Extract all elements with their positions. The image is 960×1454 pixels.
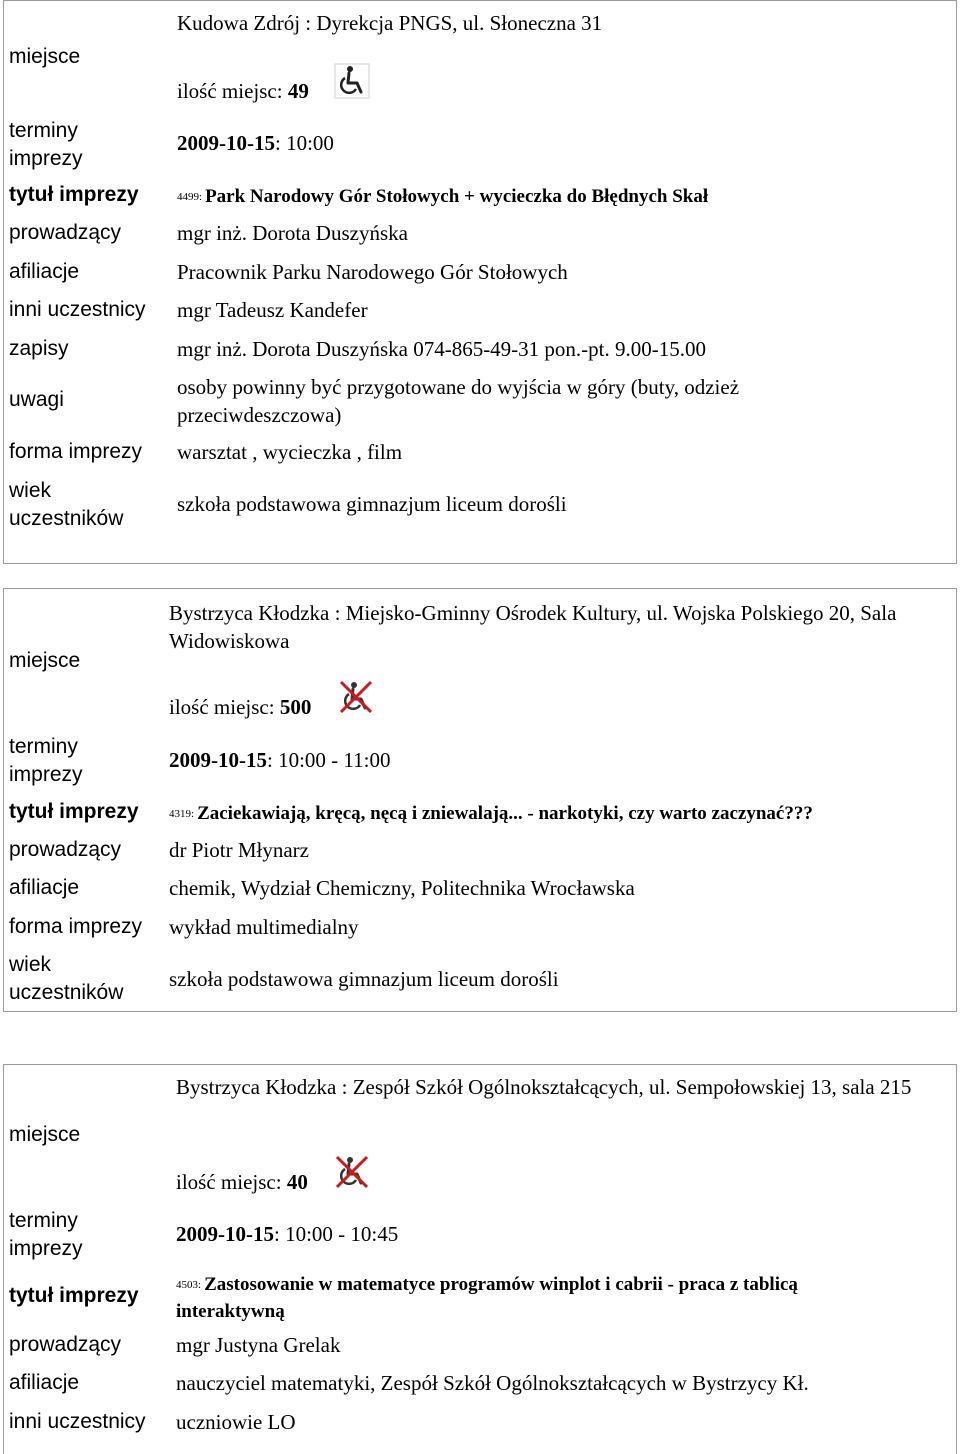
event-title-row bbox=[177, 181, 708, 211]
label-zapisy: zapisy bbox=[9, 337, 69, 360]
seats-label: ilość miejsc: bbox=[177, 79, 288, 103]
event-place: Bystrzyca Kłodzka : Miejsko-Gminny Ośrodek Kultury, ul. Wojska Polskiego 20, Sala Widowiskowa bbox=[169, 601, 897, 653]
event-leader: mgr Justyna Grelak bbox=[176, 1333, 341, 1357]
label-afiliacje: afiliacje bbox=[9, 876, 80, 899]
label-prowadzacy: prowadzący bbox=[9, 1333, 122, 1356]
event-date-value: 2009-10-15 bbox=[169, 748, 267, 772]
event-affiliation: nauczyciel matematyki, Zespół Szkół Ogólnokształcących w Bystrzycy Kł. bbox=[176, 1371, 809, 1395]
event-leader: dr Piotr Młynarz bbox=[169, 838, 309, 862]
label-terminy: terminy imprezy bbox=[9, 1209, 83, 1260]
label-miejsce: miejsce bbox=[9, 45, 81, 68]
seats-value: 40 bbox=[286, 1170, 308, 1194]
event-registration: mgr inż. Dorota Duszyńska 074-865-49-31 pon.-pt. 9.00-15.00 bbox=[177, 337, 706, 361]
event-date-value: 2009-10-15 bbox=[177, 131, 275, 155]
seats-label: ilość miejsc: bbox=[169, 695, 280, 719]
label-uwagi: uwagi bbox=[9, 388, 64, 411]
label-miejsce: miejsce bbox=[9, 649, 81, 672]
event-other-participants: mgr Tadeusz Kandefer bbox=[177, 298, 368, 322]
event-leader: mgr inż. Dorota Duszyńska bbox=[177, 221, 408, 245]
event-title: Park Narodowy Gór Stołowych + wycieczka do Błędnych Skał bbox=[205, 186, 709, 207]
event-card-3 bbox=[3, 1064, 957, 1454]
label-afiliacje: afiliacje bbox=[9, 1371, 80, 1394]
label-forma: forma imprezy bbox=[9, 915, 143, 938]
event-other-participants: uczniowie LO bbox=[176, 1410, 296, 1434]
label-tytul: tytuł imprezy bbox=[9, 800, 139, 823]
label-wiek: wiek uczestników bbox=[9, 953, 124, 1004]
event-date bbox=[177, 129, 334, 157]
label-tytul: tytuł imprezy bbox=[9, 1284, 139, 1307]
label-wiek: wiek uczestników bbox=[9, 479, 124, 530]
event-time: : 10:00 - 11:00 bbox=[267, 748, 391, 772]
seats-count bbox=[177, 77, 309, 105]
seats-label: ilość miejsc: bbox=[176, 1170, 287, 1194]
event-number: 4503: bbox=[176, 1278, 202, 1291]
event-card-2 bbox=[3, 588, 957, 1012]
wheelchair-accessible-icon bbox=[334, 63, 370, 99]
event-form: wykład multimedialny bbox=[169, 915, 359, 939]
event-title: Zaciekawiają, kręcą, nęcą i zniewalają... - narkotyki, czy warto zaczynać??? bbox=[197, 803, 813, 824]
wheelchair-not-accessible-icon bbox=[338, 679, 374, 715]
event-remarks: osoby powinny być przygotowane do wyjścia w góry (buty, odzież przeciwdeszczowa) bbox=[177, 375, 740, 427]
event-affiliation: Pracownik Parku Narodowego Gór Stołowych bbox=[177, 260, 568, 284]
event-affiliation: chemik, Wydział Chemiczny, Politechnika Wrocławska bbox=[169, 876, 635, 900]
event-number: 4499: bbox=[177, 191, 203, 204]
event-time: : 10:00 - 10:45 bbox=[274, 1222, 399, 1246]
seats-value: 49 bbox=[287, 79, 309, 103]
event-place: Kudowa Zdrój : Dyrekcja PNGS, ul. Słoneczna 31 bbox=[177, 11, 603, 35]
event-time: : 10:00 bbox=[275, 131, 334, 155]
label-prowadzacy: prowadzący bbox=[9, 221, 122, 244]
label-tytul: tytuł imprezy bbox=[9, 183, 139, 206]
event-date-value: 2009-10-15 bbox=[176, 1222, 274, 1246]
event-age: szkoła podstawowa gimnazjum liceum dorośli bbox=[177, 492, 567, 516]
label-inni: inni uczestnicy bbox=[9, 298, 146, 321]
event-title-row bbox=[176, 1271, 896, 1324]
event-age: szkoła podstawowa gimnazjum liceum dorośli bbox=[169, 967, 559, 991]
seats-count bbox=[176, 1168, 308, 1196]
label-prowadzacy: prowadzący bbox=[9, 838, 122, 861]
label-afiliacje: afiliacje bbox=[9, 260, 80, 283]
event-title-row bbox=[169, 798, 813, 828]
label-miejsce: miejsce bbox=[9, 1123, 81, 1146]
label-terminy: terminy imprezy bbox=[9, 119, 83, 170]
event-card-1 bbox=[3, 0, 957, 564]
event-date bbox=[169, 746, 390, 774]
event-number: 4319: bbox=[169, 808, 195, 821]
label-terminy: terminy imprezy bbox=[9, 735, 83, 786]
seats-count bbox=[169, 693, 311, 721]
event-place: Bystrzyca Kłodzka : Zespół Szkół Ogólnokształcących, ul. Sempołowskiej 13, sala 215 bbox=[176, 1075, 912, 1099]
wheelchair-not-accessible-icon bbox=[334, 1154, 370, 1190]
seats-value: 500 bbox=[279, 695, 312, 719]
label-inni: inni uczestnicy bbox=[9, 1410, 146, 1433]
event-title: Zastosowanie w matematyce programów winplot i cabrii - praca z tablicą interaktywną bbox=[176, 1274, 798, 1322]
label-forma: forma imprezy bbox=[9, 440, 143, 463]
event-date bbox=[176, 1220, 398, 1248]
event-form: warsztat , wycieczka , film bbox=[177, 440, 403, 464]
